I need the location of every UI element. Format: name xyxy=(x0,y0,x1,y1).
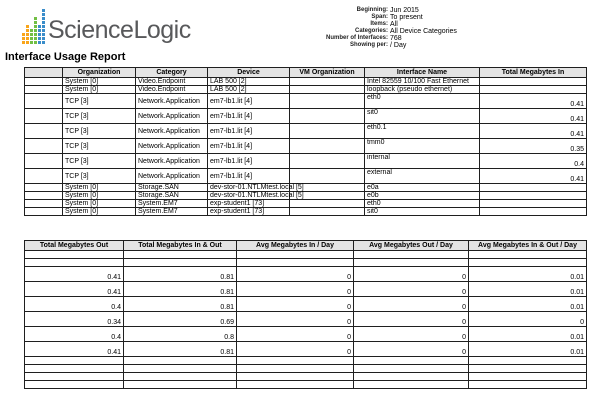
table-cell: Network.Application xyxy=(136,154,208,169)
table-cell xyxy=(237,373,354,381)
table-cell xyxy=(25,200,63,208)
table-cell: 0.4 xyxy=(480,154,587,169)
table-cell xyxy=(469,357,587,365)
table-cell xyxy=(290,78,365,86)
logo-bar xyxy=(22,33,25,44)
logo-bar xyxy=(38,25,41,44)
table-cell: Video.Endpoint xyxy=(136,86,208,94)
info-line-categories xyxy=(250,28,480,35)
table-cell: 0.01 xyxy=(469,297,587,312)
table-row xyxy=(25,154,587,169)
info-label: Number of Interfaces: xyxy=(325,35,388,41)
table-cell xyxy=(237,251,354,259)
logo-bar xyxy=(42,9,45,44)
sciencelogic-logo xyxy=(22,8,191,44)
table-cell xyxy=(290,169,365,184)
table-row xyxy=(25,381,587,389)
table-cell: 0.41 xyxy=(25,282,124,297)
table-cell xyxy=(290,200,365,208)
table-cell: 0.01 xyxy=(469,342,587,357)
table-cell xyxy=(25,184,63,192)
table-cell: em7-lb1.lit [4] xyxy=(208,154,290,169)
info-value: / Day xyxy=(390,42,407,49)
table-cell: TCP [3] xyxy=(63,154,136,169)
table-cell: exp-student1 [73] xyxy=(208,200,290,208)
table-row xyxy=(25,251,587,259)
interface-usage-table-wrapper xyxy=(24,67,587,216)
table-cell xyxy=(354,357,469,365)
info-label: Categories: xyxy=(354,28,388,34)
table-cell: internal xyxy=(365,154,480,169)
table-cell: e0a xyxy=(365,184,480,192)
table-row xyxy=(25,357,587,365)
column-header: VM Organization xyxy=(290,68,365,78)
table-row xyxy=(25,109,587,124)
header-row xyxy=(25,241,587,251)
info-value: All xyxy=(390,21,398,28)
table-cell xyxy=(480,86,587,94)
table-cell: em7-lb1.lit [4] xyxy=(208,94,290,109)
page-title: Interface Usage Report xyxy=(5,51,126,63)
column-header: Avg Megabytes In & Out / Day xyxy=(469,241,587,251)
table-cell: System [0] xyxy=(63,208,136,216)
info-line-beginning xyxy=(250,7,480,14)
table-cell: eth0.1 xyxy=(365,124,480,139)
column-header: Total Megabytes In & Out xyxy=(124,241,237,251)
table-cell xyxy=(480,78,587,86)
table-row xyxy=(25,86,587,94)
table-cell xyxy=(25,169,63,184)
table-cell xyxy=(469,365,587,373)
table-cell: 0.41 xyxy=(25,342,124,357)
table-row xyxy=(25,342,587,357)
table-cell: sit0 xyxy=(365,109,480,124)
table-row xyxy=(25,184,587,192)
table-cell xyxy=(290,208,365,216)
table-cell xyxy=(25,94,63,109)
logo-text: ScienceLogic xyxy=(48,16,191,44)
table-cell xyxy=(25,124,63,139)
table-cell xyxy=(469,259,587,267)
logo-bar xyxy=(26,25,29,44)
table-cell: 0 xyxy=(354,327,469,342)
table-cell xyxy=(25,259,124,267)
table-cell xyxy=(469,373,587,381)
column-header: Interface Name xyxy=(365,68,480,78)
table-cell: 0 xyxy=(354,267,469,282)
table-row xyxy=(25,192,587,200)
table-cell xyxy=(124,365,237,373)
table-cell xyxy=(237,365,354,373)
table-cell xyxy=(480,184,587,192)
table-cell: eth0 xyxy=(365,200,480,208)
table-cell xyxy=(124,251,237,259)
table-cell xyxy=(237,381,354,389)
table-cell xyxy=(237,357,354,365)
column-header: Total Megabytes In xyxy=(480,68,587,78)
table-cell: 0 xyxy=(354,282,469,297)
table-cell: tmm0 xyxy=(365,139,480,154)
table-cell xyxy=(354,365,469,373)
column-header: Total Megabytes Out xyxy=(25,241,124,251)
table-cell: LAB 500 [2] xyxy=(208,78,290,86)
table-cell xyxy=(290,124,365,139)
table-cell: em7-lb1.lit [4] xyxy=(208,169,290,184)
table-row xyxy=(25,373,587,381)
table-cell: 0 xyxy=(237,327,354,342)
table-cell: TCP [3] xyxy=(63,139,136,154)
report-header-info xyxy=(250,7,480,49)
table-cell xyxy=(25,154,63,169)
table-cell xyxy=(25,373,124,381)
table-cell: 0.4 xyxy=(25,327,124,342)
table-cell: LAB 500 [2] xyxy=(208,86,290,94)
info-label: Items: xyxy=(370,21,388,27)
table-cell xyxy=(354,381,469,389)
table-row xyxy=(25,169,587,184)
table-cell: Network.Application xyxy=(136,94,208,109)
table-cell xyxy=(124,357,237,365)
info-value: 768 xyxy=(390,35,402,42)
table-cell: 0.81 xyxy=(124,282,237,297)
table-cell: 0.41 xyxy=(480,169,587,184)
table-cell: em7-lb1.lit [4] xyxy=(208,139,290,154)
column-header: Organization xyxy=(63,68,136,78)
table-cell xyxy=(469,381,587,389)
table-cell xyxy=(124,259,237,267)
table-cell: Intel 82559 10/100 Fast Ethernet xyxy=(365,78,480,86)
totals-table-wrapper xyxy=(24,240,587,389)
interface-usage-table xyxy=(24,67,587,216)
info-value: Jun 2015 xyxy=(390,7,419,14)
table-cell xyxy=(124,381,237,389)
table-row xyxy=(25,267,587,282)
table-cell: 0.81 xyxy=(124,342,237,357)
table-cell: sit0 xyxy=(365,208,480,216)
table-row xyxy=(25,297,587,312)
column-header: Device xyxy=(208,68,290,78)
table-cell: Video.Endpoint xyxy=(136,78,208,86)
table-cell xyxy=(237,259,354,267)
table-cell: 0 xyxy=(469,312,587,327)
table-cell: 0.81 xyxy=(124,267,237,282)
info-line-showing-per xyxy=(250,42,480,49)
table-cell: System.EM7 xyxy=(136,208,208,216)
table-cell xyxy=(480,192,587,200)
table-cell: 0.41 xyxy=(480,109,587,124)
table-row xyxy=(25,365,587,373)
table-cell: 0.41 xyxy=(480,124,587,139)
table-cell: TCP [3] xyxy=(63,169,136,184)
table-cell: 0.01 xyxy=(469,327,587,342)
table-cell: 0 xyxy=(354,312,469,327)
info-line-span xyxy=(250,14,480,21)
info-line-items xyxy=(250,21,480,28)
table-cell: System [0] xyxy=(63,192,136,200)
table-cell xyxy=(25,139,63,154)
table-cell xyxy=(25,208,63,216)
table-cell xyxy=(480,208,587,216)
table-row xyxy=(25,94,587,109)
table-cell: 0.69 xyxy=(124,312,237,327)
table-cell: 0 xyxy=(237,297,354,312)
table-cell: exp-student1 [73] xyxy=(208,208,290,216)
table-cell: 0.01 xyxy=(469,267,587,282)
table-cell xyxy=(290,94,365,109)
table-cell xyxy=(480,200,587,208)
table-cell: 0.41 xyxy=(25,267,124,282)
table-cell: e0b xyxy=(365,192,480,200)
table-cell xyxy=(290,109,365,124)
table-cell: Network.Application xyxy=(136,139,208,154)
table-cell: 0.41 xyxy=(480,94,587,109)
table-cell: em7-lb1.lit [4] xyxy=(208,124,290,139)
column-header xyxy=(25,68,63,78)
table-cell xyxy=(25,78,63,86)
info-label: Showing per: xyxy=(350,42,388,48)
column-header: Avg Megabytes Out / Day xyxy=(354,241,469,251)
table-cell: 0 xyxy=(237,267,354,282)
info-line-interfaces xyxy=(250,35,480,42)
table-cell xyxy=(354,373,469,381)
table-cell: dev-stor-01.NTLMtest.local [5] xyxy=(208,184,290,192)
table-cell: Network.Application xyxy=(136,109,208,124)
table-cell: TCP [3] xyxy=(63,109,136,124)
table-cell: Network.Application xyxy=(136,169,208,184)
table-cell: 0.8 xyxy=(124,327,237,342)
table-row xyxy=(25,327,587,342)
table-cell: 0.4 xyxy=(25,297,124,312)
table-cell xyxy=(25,109,63,124)
totals-averages-table xyxy=(24,240,587,389)
info-label: Beginning: xyxy=(356,7,388,13)
table-cell xyxy=(124,373,237,381)
table-cell: 0.01 xyxy=(469,282,587,297)
bar-chart-icon xyxy=(22,8,46,44)
table-cell: 0 xyxy=(354,342,469,357)
logo-bar xyxy=(30,29,33,44)
table-cell: em7-lb1.lit [4] xyxy=(208,109,290,124)
table-cell: TCP [3] xyxy=(63,124,136,139)
table-cell xyxy=(290,139,365,154)
table-cell xyxy=(25,86,63,94)
table-cell: Storage.SAN xyxy=(136,184,208,192)
info-label: Span: xyxy=(371,14,388,20)
table-cell: loopback (pseudo ethernet) xyxy=(365,86,480,94)
table-cell: 0 xyxy=(237,312,354,327)
table-row xyxy=(25,78,587,86)
table-cell: dev-stor-01.NTLMtest.local [5] xyxy=(208,192,290,200)
table-cell xyxy=(290,154,365,169)
table-cell: 0.35 xyxy=(480,139,587,154)
table-cell: Network.Application xyxy=(136,124,208,139)
table-cell xyxy=(290,86,365,94)
table-cell: 0 xyxy=(237,342,354,357)
header-row xyxy=(25,68,587,78)
table-cell: 0 xyxy=(354,297,469,312)
table-row xyxy=(25,139,587,154)
table-cell: 0 xyxy=(237,282,354,297)
table-row xyxy=(25,259,587,267)
table-cell xyxy=(469,251,587,259)
table-cell: 0.34 xyxy=(25,312,124,327)
info-value: To present xyxy=(390,14,423,21)
table-cell: 0.81 xyxy=(124,297,237,312)
table-cell xyxy=(354,251,469,259)
table-cell: System.EM7 xyxy=(136,200,208,208)
table-cell xyxy=(25,251,124,259)
table-cell: System [0] xyxy=(63,78,136,86)
table-cell xyxy=(25,357,124,365)
column-header: Category xyxy=(136,68,208,78)
table-cell: external xyxy=(365,169,480,184)
table-row xyxy=(25,312,587,327)
table-row xyxy=(25,208,587,216)
table-cell: System [0] xyxy=(63,200,136,208)
table-cell: Storage.SAN xyxy=(136,192,208,200)
logo-bar xyxy=(34,17,37,44)
table-cell xyxy=(25,381,124,389)
table-row xyxy=(25,124,587,139)
table-cell: System [0] xyxy=(63,86,136,94)
table-cell xyxy=(25,365,124,373)
info-value: All Device Categories xyxy=(390,28,457,35)
column-header: Avg Megabytes In / Day xyxy=(237,241,354,251)
table-row xyxy=(25,282,587,297)
table-cell: eth0 xyxy=(365,94,480,109)
table-cell: System [0] xyxy=(63,184,136,192)
table-cell xyxy=(25,192,63,200)
table-row xyxy=(25,200,587,208)
table-cell xyxy=(354,259,469,267)
table-cell: TCP [3] xyxy=(63,94,136,109)
